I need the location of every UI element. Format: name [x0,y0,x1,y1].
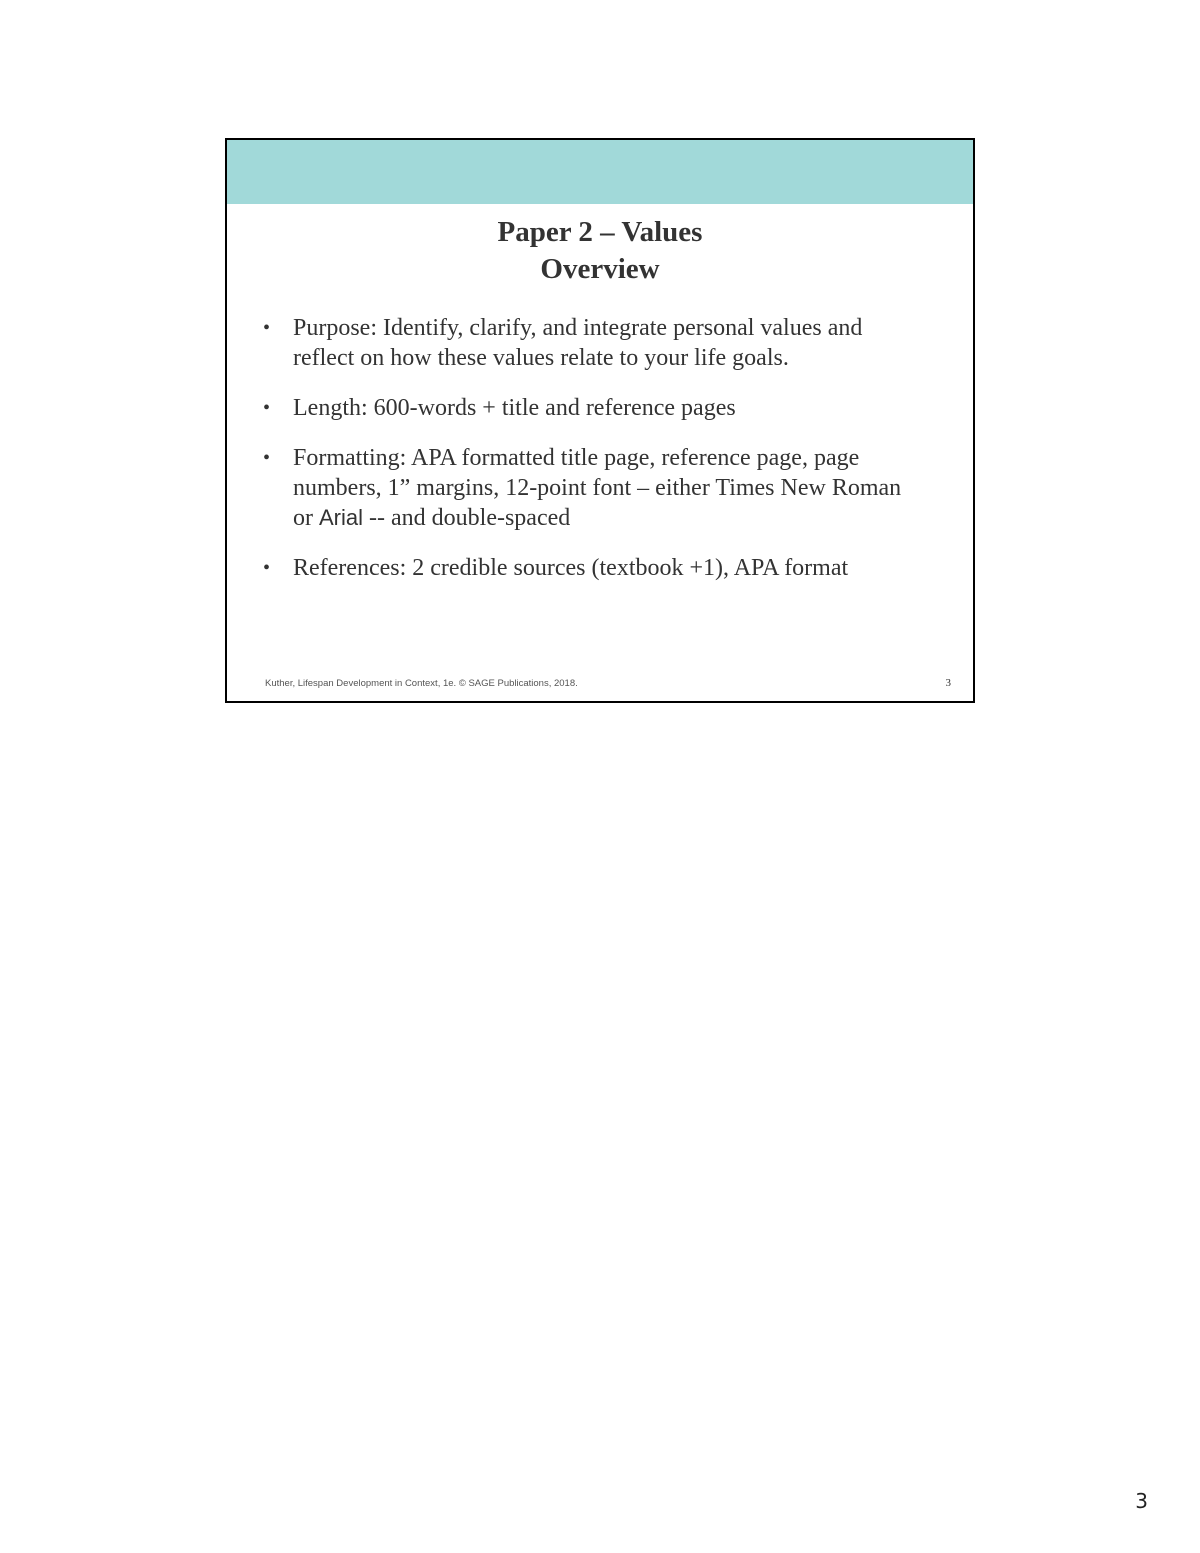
bullet-dot-icon: • [263,317,271,339]
bullet-list [257,313,927,603]
slide-number: 3 [945,677,951,689]
slide-footer-citation: Kuther, Lifespan Development in Context, 1e. © SAGE Publications, 2018. [265,678,578,689]
page-number: 3 [1135,1489,1148,1513]
bullet-formatting-text-arial: Arial [319,505,364,530]
slide-title-line-1: Paper 2 – Values [497,216,703,248]
bullet-purpose-text: Purpose: Identify, clarify, and integrate personal values and reflect on how these values relate to your life goals. [293,315,863,371]
bullet-dot-icon: • [263,447,271,469]
slide [225,138,975,703]
bullet-length-text: Length: 600-words + title and reference pages [293,395,736,421]
bullet-formatting-text-after: -- and double-spaced [363,505,571,531]
slide-header-band [227,140,973,204]
bullet-references-text: References: 2 credible sources (textbook +1), APA format [293,555,849,581]
bullet-dot-icon: • [263,557,271,579]
bullet-references [257,553,927,583]
bullet-formatting [257,443,927,533]
slide-title-line-2: Overview [540,253,660,285]
bullet-dot-icon: • [263,397,271,419]
bullet-purpose [257,313,927,373]
slide-title [227,214,973,288]
bullet-formatting-text-before: Formatting: APA formatted title page, reference page, page numbers, 1” margins, 12-point font – either Times New Roman or [293,445,902,531]
bullet-length [257,393,927,423]
